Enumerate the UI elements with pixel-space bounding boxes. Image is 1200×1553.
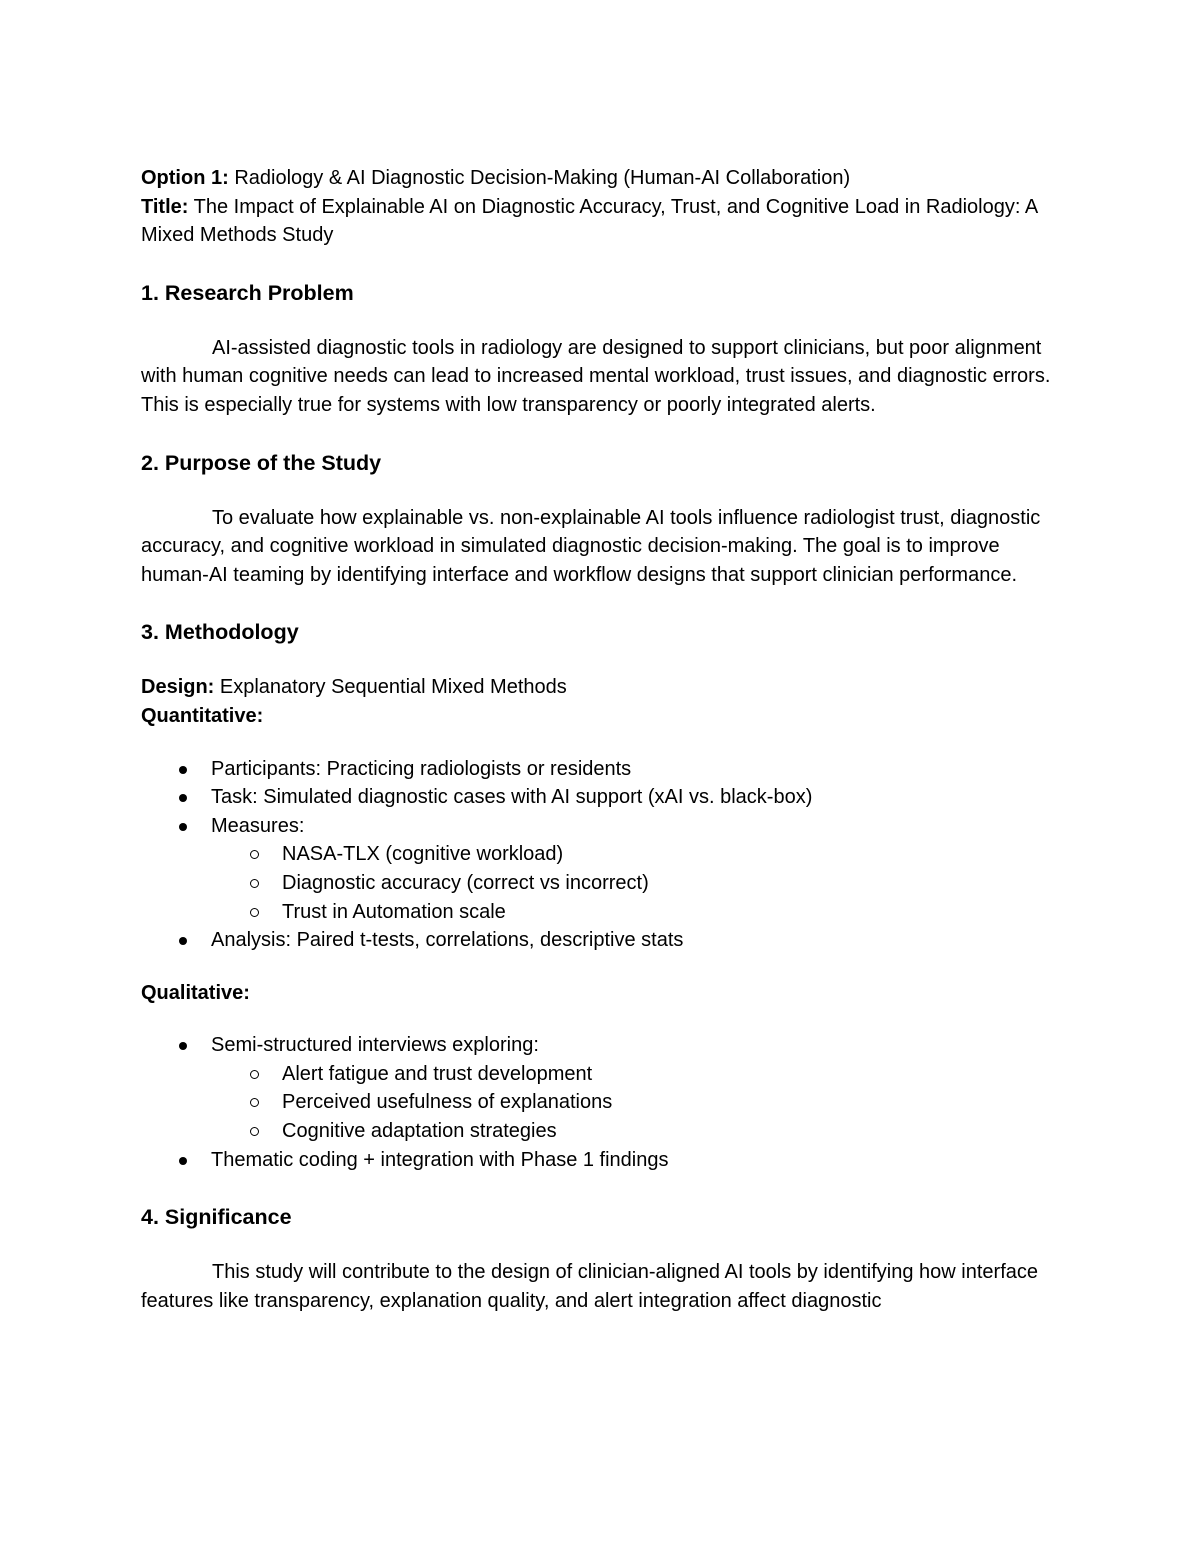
- purpose-heading: 2. Purpose of the Study: [141, 450, 382, 475]
- list-item: Analysis: Paired t-tests, correlations, descriptive stats: [141, 926, 1061, 955]
- bullet-icon: [179, 1042, 187, 1050]
- research-problem-body: AI-assisted diagnostic tools in radiology are designed to support clinicians, but poor alignment with human cognitive needs can lead to increased mental workload, trust issues, and diagnostic errors. This is especially true for systems with low transparency or poorly integrated alerts.: [141, 336, 1051, 416]
- list-item: NASA-TLX (cognitive workload): [141, 840, 1061, 869]
- circle-bullet-icon: [250, 850, 259, 859]
- bullet-icon: [179, 794, 187, 802]
- measures-list: [211, 840, 1061, 926]
- bullet-icon: [179, 937, 187, 945]
- circle-bullet-icon: [250, 1070, 259, 1079]
- list-item: Perceived usefulness of explanations: [141, 1088, 1061, 1117]
- qualitative-label: Qualitative:: [141, 981, 250, 1004]
- design-text: Explanatory Sequential Mixed Methods: [214, 676, 567, 699]
- title-label: Title:: [141, 195, 189, 218]
- bullet-icon: [179, 823, 187, 831]
- bullet-icon: [179, 1157, 187, 1165]
- list-item: Trust in Automation scale: [141, 898, 1061, 927]
- list-item: Measures: NASA-TLX (cognitive workload) Diagnostic accuracy (correct vs incorrect) Trust in Automation scale: [141, 812, 1061, 926]
- purpose-body: To evaluate how explainable vs. non-explainable AI tools influence radiologist trust, diagnostic accuracy, and cognitive workload in simulated diagnostic decision-making. The goal is to improve human-AI teaming by identifying interface and workflow designs that support clinician performance.: [141, 506, 1041, 586]
- list-item: Participants: Practicing radiologists or residents: [141, 755, 1061, 784]
- title-text: The Impact of Explainable AI on Diagnostic Accuracy, Trust, and Cognitive Load in Radiology: A Mixed Methods Study: [141, 195, 1038, 247]
- circle-bullet-icon: [250, 879, 259, 888]
- design-line: [141, 673, 1061, 702]
- option-text: Radiology & AI Diagnostic Decision-Making (Human-AI Collaboration): [228, 167, 851, 189]
- title-line: [141, 193, 1061, 250]
- list-item: Diagnostic accuracy (correct vs incorrect): [141, 869, 1061, 898]
- quantitative-label: Quantitative:: [141, 704, 264, 727]
- research-problem-heading: 1. Research Problem: [141, 280, 354, 305]
- interview-topics-list: [211, 1060, 1061, 1146]
- list-item: Task: Simulated diagnostic cases with AI support (xAI vs. black-box): [141, 783, 1061, 812]
- option-line: [141, 164, 1061, 193]
- design-label: Design:: [141, 676, 215, 699]
- list-item: Cognitive adaptation strategies: [141, 1117, 1061, 1146]
- bullet-icon: [179, 766, 187, 774]
- option-label: Option 1:: [141, 167, 229, 189]
- significance-heading: 4. Significance: [141, 1205, 292, 1230]
- circle-bullet-icon: [250, 908, 259, 917]
- circle-bullet-icon: [250, 1098, 259, 1107]
- qualitative-list: [141, 1031, 1061, 1174]
- significance-body: This study will contribute to the design of clinician-aligned AI tools by identifying how interface features like transparency, explanation quality, and alert integration affect diagnostic: [141, 1261, 1039, 1312]
- list-item: Alert fatigue and trust development: [141, 1060, 1061, 1089]
- document-page: [141, 164, 1061, 1315]
- circle-bullet-icon: [250, 1127, 259, 1136]
- list-item: Semi-structured interviews exploring: Alert fatigue and trust development Perceived usefulness of explanations Cognitive adaptation strategies: [141, 1031, 1061, 1145]
- list-item: Thematic coding + integration with Phase 1 findings: [141, 1146, 1061, 1175]
- quantitative-list: [141, 755, 1061, 955]
- methodology-heading: 3. Methodology: [141, 620, 299, 645]
